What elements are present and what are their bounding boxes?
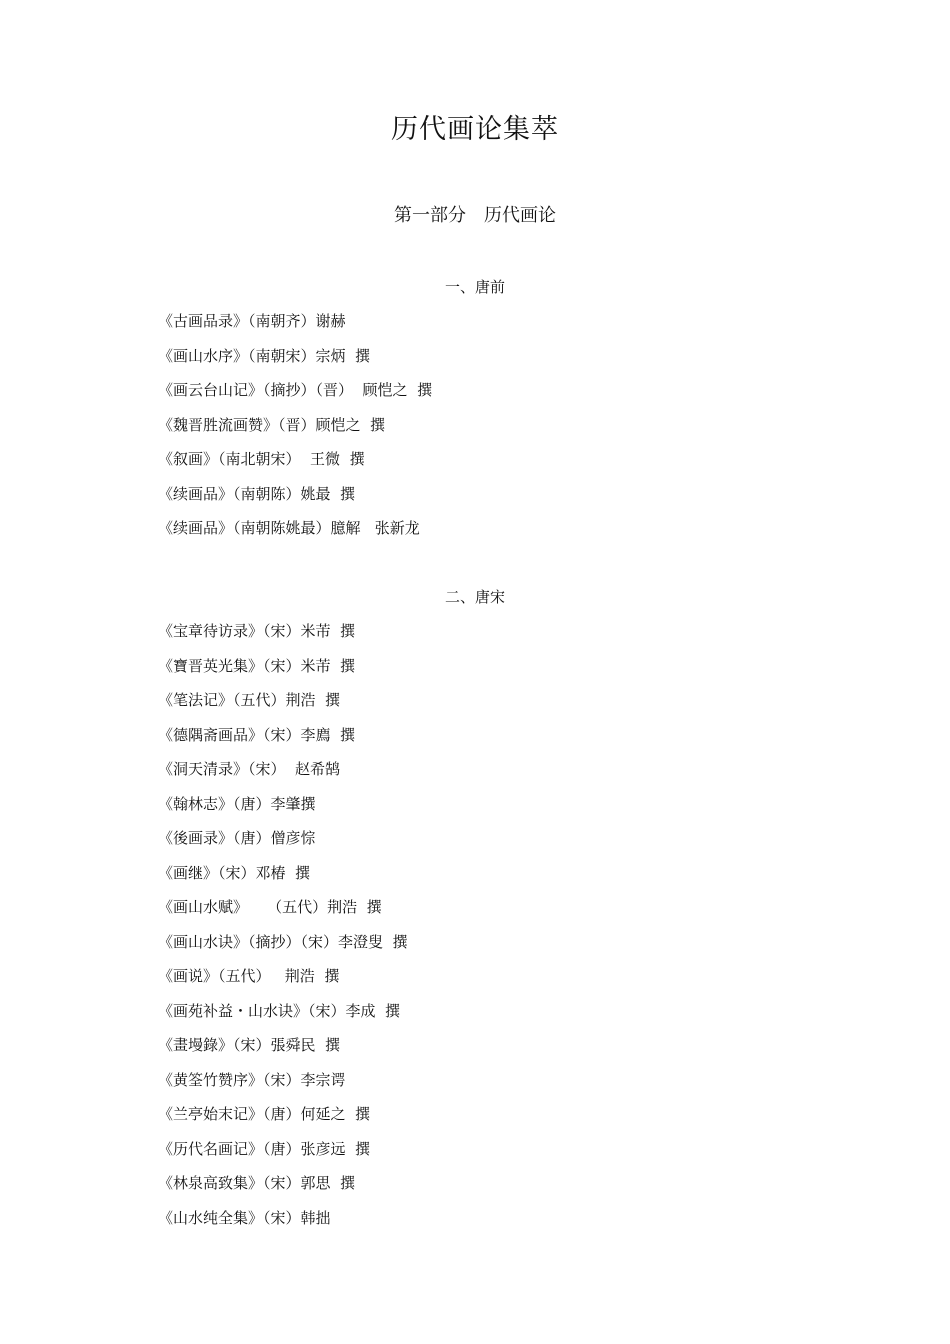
list-item: 《叙画》（南北朝宋） 王微 撰 [158, 450, 365, 468]
list-item: 《畫墁錄》（宋）張舜民 撰 [158, 1036, 341, 1054]
section-heading-tang-qian: 一、唐前 [444, 278, 505, 296]
list-item: 《历代名画记》（唐）张彦远 撰 [158, 1139, 371, 1158]
list-item: 《山水纯全集》（宋）韩拙 [158, 1208, 331, 1227]
list-item: 《寶晋英光集》（宋）米芾 撰 [158, 656, 356, 675]
list-item: 《德隅斋画品》（宋）李廌 撰 [158, 725, 356, 744]
section-entries-tang-song [158, 620, 408, 1241]
page-title: 历代画论集萃 [391, 114, 559, 145]
list-item: 《画说》（五代） 荆浩 撰 [158, 967, 340, 985]
list-item: 《续画品》（南朝陈）姚最 撰 [158, 484, 356, 503]
list-item: 《林泉高致集》（宋）郭思 撰 [158, 1174, 356, 1192]
list-item: 《魏晋胜流画赞》（晋）顾恺之 撰 [158, 415, 386, 434]
list-item: 《画云台山记》（摘抄）（晋） 顾恺之 撰 [158, 381, 433, 399]
section-entries-tang-qian [158, 310, 432, 552]
list-item: 《画山水赋》 （五代）荆浩 撰 [158, 898, 382, 916]
list-item: 《画山水诀》（摘抄）（宋）李澄叟 撰 [158, 932, 408, 951]
list-item: 《续画品》（南朝陈姚最）臆解 张新龙 [158, 519, 420, 537]
list-item: 《笔法记》（五代）荆浩 撰 [158, 691, 341, 709]
list-item: 《黄筌竹赞序》（宋）李宗谔 [158, 1070, 346, 1089]
list-item: 《画山水序》（南朝宋）宗炳 撰 [158, 346, 371, 365]
list-item: 《翰林志》（唐）李肇撰 [158, 794, 316, 813]
list-item: 《画继》（宋）邓椿 撰 [158, 863, 311, 882]
list-item: 《洞天清录》（宋） 赵希鹄 [158, 760, 341, 778]
list-item: 《古画品录》（南朝齐）谢赫 [158, 312, 346, 330]
list-item: 《兰亭始末记》（唐）何延之 撰 [158, 1105, 371, 1123]
section-heading-tang-song: 二、唐宋 [444, 588, 505, 606]
list-item: 《画苑补益・山水诀》（宋）李成 撰 [158, 1001, 401, 1020]
list-item: 《宝章待访录》（宋）米芾 撰 [158, 622, 356, 640]
part-title: 第一部分 历代画论 [394, 205, 556, 226]
list-item: 《後画录》（唐）僧彦悰 [158, 829, 316, 847]
